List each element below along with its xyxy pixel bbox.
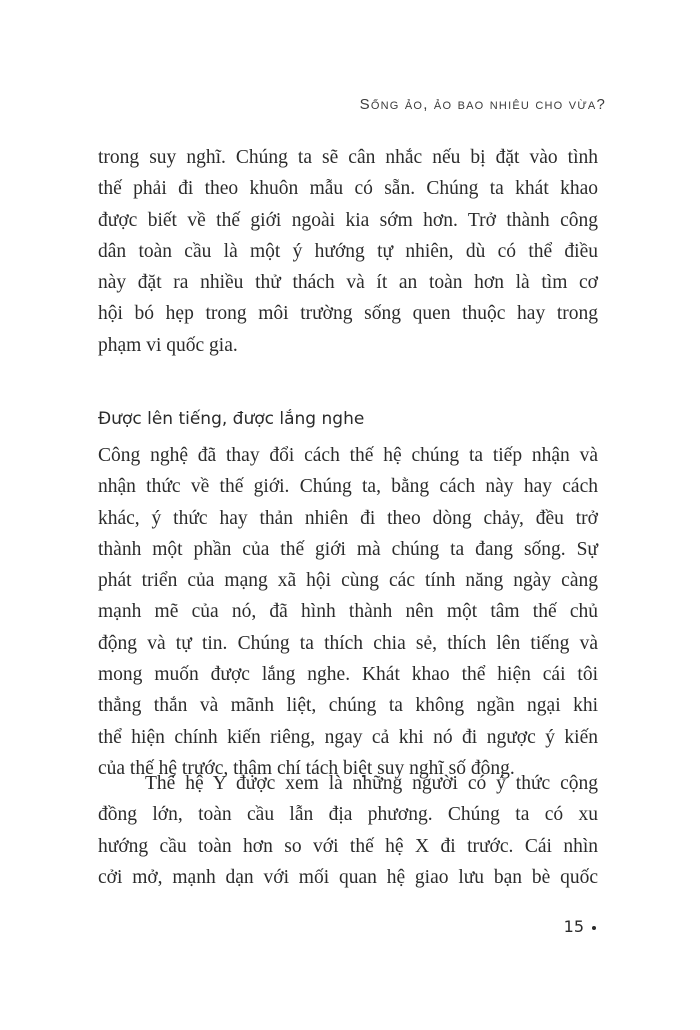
paragraph-2	[98, 440, 598, 784]
text-line: Thế hệ Y được xem là những người có ý thức cộng	[145, 773, 598, 794]
text-line: động và tự tin. Chúng ta thích chia sẻ, thích lên tiếng và	[98, 632, 598, 654]
text-line: trong suy nghĩ. Chúng ta sẽ cân nhắc nếu bị đặt vào tình	[98, 147, 598, 168]
text-line: thể hiện chính kiến riêng, ngay cả khi nó đi ngược ý kiến	[98, 726, 598, 748]
text-line: mạnh mẽ của nó, đã hình thành nên một tâm thế chủ	[98, 601, 598, 623]
page-number	[564, 917, 596, 936]
paragraph-1	[98, 142, 598, 361]
text-line: của thế hệ trước, thậm chí tách biệt suy nghĩ số đông.	[98, 757, 515, 779]
text-line: đồng lớn, toàn cầu lẫn địa phương. Chúng ta có xu	[98, 804, 598, 826]
text-line: Công nghệ đã thay đổi cách thế hệ chúng ta tiếp nhận và	[98, 445, 598, 466]
text-line: mong muốn được lắng nghe. Khát khao thể hiện cái tôi	[98, 664, 598, 686]
page-number-text: 15	[563, 917, 584, 936]
text-line: hội bó hẹp trong môi trường sống quen thuộc hay trong	[98, 303, 598, 325]
bullet-dot-icon	[592, 926, 596, 930]
paragraph-3	[98, 768, 598, 893]
text-line: này đặt ra nhiều thử thách và ít an toàn hơn là tìm cơ	[98, 272, 598, 294]
running-head	[360, 96, 606, 113]
running-head-text: Sống ảo, ảo bao nhiêu cho vừa?	[359, 96, 606, 113]
text-line: phạm vi quốc gia.	[98, 334, 238, 356]
text-line: nhận thức về thế giới. Chúng ta, bằng cách này hay cách	[98, 476, 598, 498]
text-line: thành một phần của thế giới mà chúng ta đang sống. Sự	[98, 538, 598, 560]
text-line: được biết về thế giới ngoài kia sớm hơn. Trở thành công	[98, 209, 598, 231]
text-line: cởi mở, mạnh dạn với mối quan hệ giao lưu bạn bè quốc	[98, 866, 598, 888]
text-line: khác, ý thức hay thản nhiên đi theo dòng chảy, đều trở	[98, 507, 598, 529]
text-line: hướng cầu toàn hơn so với thế hệ X đi trước. Cái nhìn	[98, 835, 598, 857]
text-line: dân toàn cầu là một ý hướng tự nhiên, dù có thể điều	[98, 240, 598, 262]
text-line: thẳng thắn và mãnh liệt, chúng ta không ngần ngại khi	[98, 695, 598, 717]
section-heading: Được lên tiếng, được lắng nghe	[98, 409, 365, 429]
text-line: phát triển của mạng xã hội cùng các tính năng ngày càng	[98, 570, 598, 592]
text-line: thế phải đi theo khuôn mẫu có sẵn. Chúng ta khát khao	[98, 178, 598, 200]
